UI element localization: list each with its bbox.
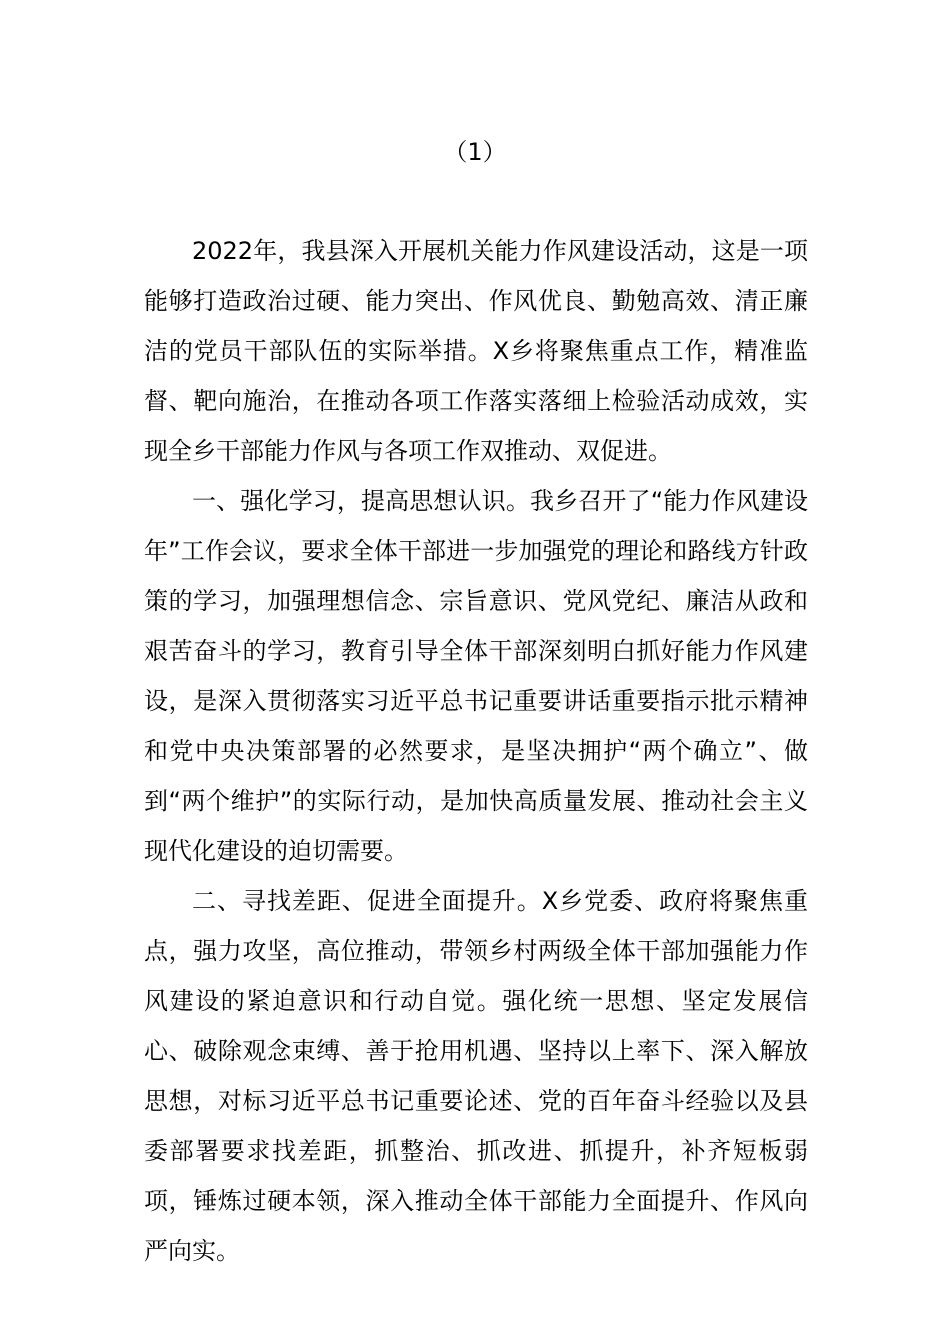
paragraph-intro: 2022年，我县深入开展机关能力作风建设活动，这是一项能够打造政治过硬、能力突出、作风优良、勤勉高效、清正廉洁的党员干部队伍的实际举措。X乡将聚焦重点工作，精准监督、靶向施治，在推动各项工作落实落细上检验活动成效，实现全乡干部能力作风与各项工作双推动、双促进。 <box>144 237 808 465</box>
paragraph-section-1: 一、强化学习，提高思想认识。我乡召开了“能力作风建设年”工作会议，要求全体干部进一步加强党的理论和路线方针政策的学习，加强理想信念、宗旨意识、党风党纪、廉洁从政和艰苦奋斗的学习，教育引导全体干部深刻明白抓好能力作风建设，是深入贯彻落实习近平总书记重要讲话重要指示批示精神和党中央决策部署的必然要求，是坚决拥护“两个确立”、做到“两个维护”的实际行动，是加快高质量发展、推动社会主义现代化建设的迫切需要。 <box>144 487 808 865</box>
page-number: （1） <box>443 138 507 166</box>
paragraph-section-2: 二、寻找差距、促进全面提升。X乡党委、政府将聚焦重点，强力攻坚，高位推动，带领乡村两级全体干部加强能力作风建设的紧迫意识和行动自觉。强化统一思想、坚定发展信心、破除观念束缚、善于抢用机遇、坚持以上率下、深入解放思想，对标习近平总书记重要论述、党的百年奋斗经验以及县委部署要求找差距，抓整治、抓改进、抓提升，补齐短板弱项，锤炼过硬本领，深入推动全体干部能力全面提升、作风向严向实。 <box>144 887 808 1265</box>
document-body <box>144 226 808 1276</box>
